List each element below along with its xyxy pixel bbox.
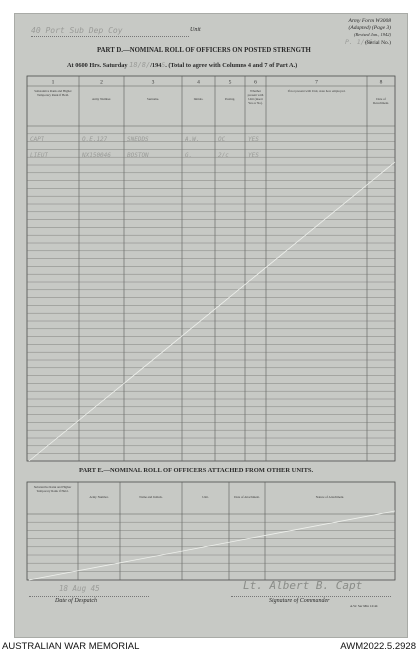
form-grid (15, 14, 407, 637)
part-d-col-header-line: Initials. (193, 97, 204, 101)
unit-label: Unit (190, 27, 201, 33)
part-d-col-number: 4 (197, 79, 200, 86)
caption-institution: AUSTRALIAN WAR MEMORIAL (2, 641, 140, 652)
part-e-table (27, 482, 395, 580)
part-d-col-header-line: Army Number. (91, 97, 112, 101)
part-e-col-header-line: Unit. (202, 495, 209, 499)
part-d-cell: YES (248, 151, 259, 159)
form-title-line3: (Revised Jan., 1942) (354, 32, 391, 37)
part-d-cell: OC (218, 136, 226, 143)
part-d-cell: NX150046 (82, 151, 111, 159)
form-title-line2: (Adapted) (Page 3) (348, 25, 391, 31)
serial-number-handwritten: P. 1/46 (345, 38, 373, 46)
part-d-col-header-line: Whether (250, 89, 261, 93)
part-d-col-number: 7 (315, 79, 318, 86)
part-d-col-number: 8 (379, 79, 383, 86)
part-e-col-header-line: Army Number. (89, 495, 109, 499)
part-d-col-header-line: present with (247, 93, 264, 97)
part-d-cell: CAPT (30, 136, 45, 143)
part-d-cell: BOSTON (127, 151, 149, 159)
part-d-table (27, 76, 395, 461)
form-title-line1: Army Form W3008 (348, 18, 391, 24)
part-d-cell: Q.E.127 (82, 136, 108, 143)
part-e-col-header-line: Name and Initials. (139, 495, 163, 499)
part-d-cell: G. (185, 151, 193, 159)
part-e-col-header-line: Temporary Rank if Held. (36, 489, 69, 493)
part-d-col-header-line: Detachment. (372, 101, 390, 105)
part-e-col-header-line: Date of Attachment. (234, 495, 260, 499)
part-d-col-header-line: Substantive Rank and Higher (34, 89, 72, 93)
part-d-col-number: 5 (228, 79, 232, 86)
despatch-underline (29, 596, 149, 597)
print-code: A.W. Ser Min 12/44 (350, 604, 378, 608)
part-d-cell: LIEUT (30, 151, 49, 159)
part-d-col-number: 3 (151, 79, 155, 86)
commander-signature: Lt. Albert B. Capt (243, 579, 363, 592)
part-d-col-number: 2 (100, 79, 103, 86)
part-d-col-header-line: Unit (insert (248, 97, 263, 101)
part-d-cell: 2/c (218, 151, 229, 159)
subtitle-prefix: At 0600 Hrs. Saturday (67, 62, 128, 69)
despatch-date-handwritten: 18 Aug 45 (59, 584, 100, 593)
signature-label: Signature of Commander (269, 598, 330, 604)
signature-underline (231, 596, 391, 597)
subtitle-date-handwritten: 18/8/ (129, 61, 151, 69)
part-e-col-header-line: Substantive Rank and Higher (33, 485, 72, 489)
part-e-col-header-line: Nature of Attachment. (315, 495, 345, 499)
part-d-col-number: 6 (254, 79, 257, 86)
part-d-title: PART D.—NOMINAL ROLL OF OFFICERS ON POSTED STRENGTH (97, 47, 311, 54)
part-d-col-number: 1 (51, 79, 55, 86)
caption-bar (0, 640, 418, 653)
despatch-label: Date of Despatch (55, 598, 97, 604)
part-d-cell: YES (248, 136, 259, 143)
subtitle-year-label: /194 (150, 62, 162, 69)
part-e-title: PART E.—NOMINAL ROLL OF OFFICERS ATTACHED FROM OTHER UNITS. (79, 467, 314, 474)
part-d-cancel-stroke (29, 162, 395, 461)
part-d-col-header-line: Temporary Rank if Held. (37, 93, 69, 97)
part-d-cell: SNEDDS (127, 136, 149, 143)
serial-label: (Serial No.) (365, 40, 391, 46)
subtitle-suffix: . (Total to agree with Columns 4 and 7 of Part A.) (165, 62, 298, 69)
part-d-cell: A.W. (185, 136, 200, 143)
part-d-col-header-line: If not present with Unit, state how employed. (287, 89, 346, 93)
part-d-col-header-line: Yes or No). (248, 101, 263, 105)
subtitle-year-handwritten: 5 (161, 62, 166, 69)
part-d-col-header-line: Surname. (146, 97, 160, 101)
part-d-col-header-line: Date of (376, 97, 386, 101)
part-d-col-header-line: Posting. (224, 97, 236, 101)
caption-accession: AWM2022.5.2928 (340, 641, 416, 652)
part-e-cancel-stroke (29, 511, 395, 580)
unit-name-handwritten: 40 Port Sub Dep Coy (31, 26, 123, 35)
form-sheet (14, 13, 408, 638)
